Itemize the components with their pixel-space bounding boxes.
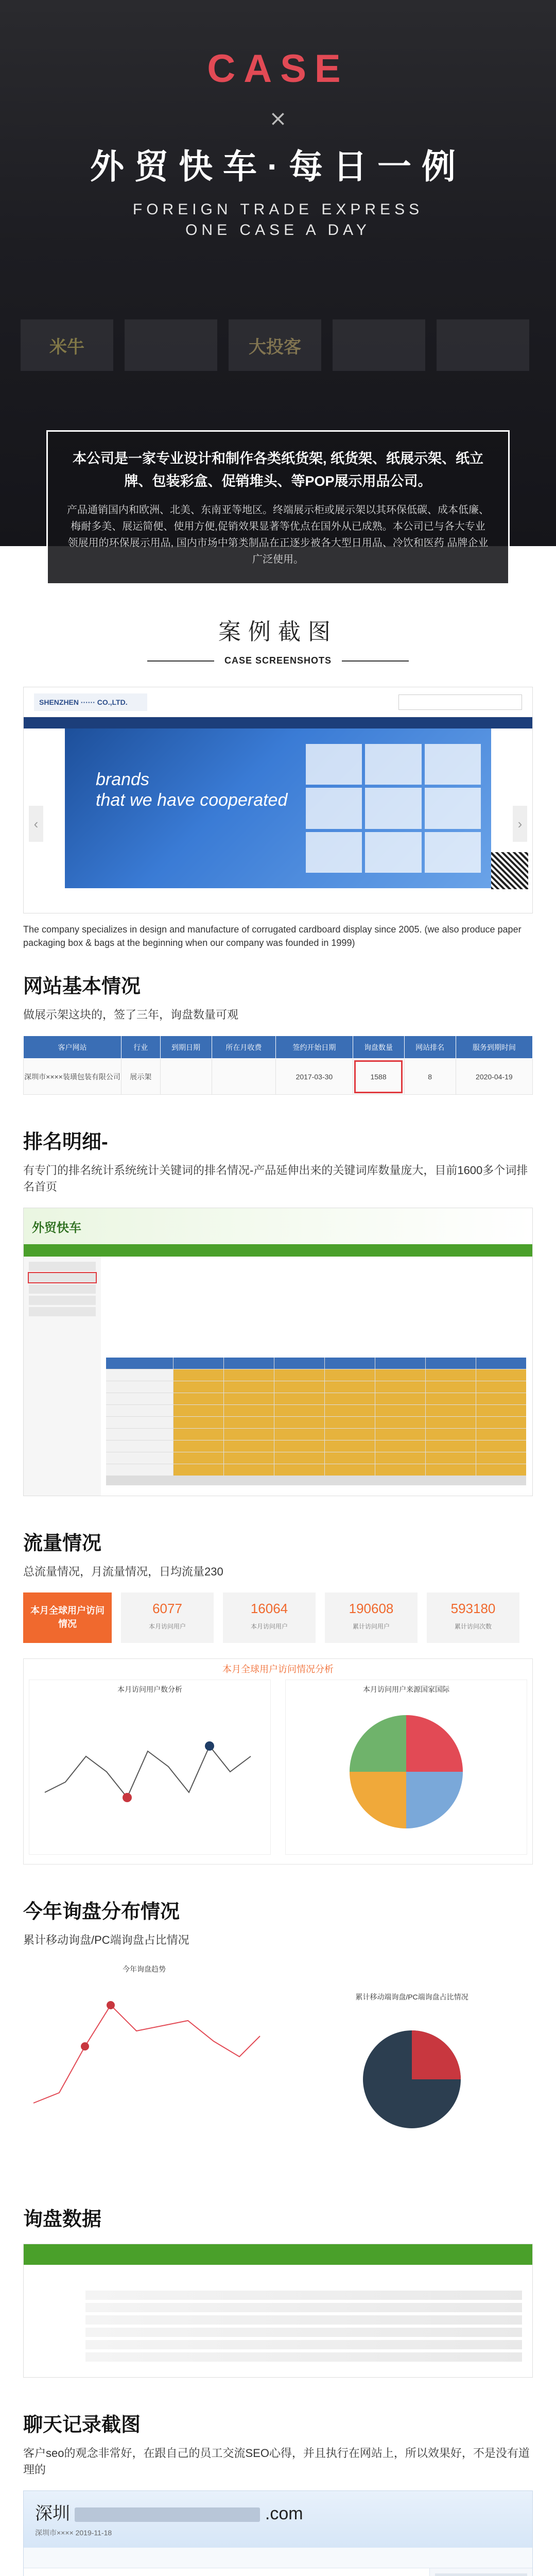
ranking-grid-cell — [375, 1440, 425, 1452]
ranking-grid-cell — [106, 1440, 173, 1452]
highlight-point — [81, 2042, 89, 2050]
line-chart-panel — [29, 1680, 271, 1855]
block-title: 询盘数据 — [23, 2209, 102, 2230]
column-header: 到期日期 — [160, 1036, 212, 1059]
column-header: 询盘数量 — [353, 1036, 404, 1059]
table-row — [85, 2291, 522, 2300]
site-info-block — [23, 970, 533, 1095]
ranking-grid-cell — [375, 1405, 425, 1416]
block-desc: 总流量情况，月流量情况，日均流量230 — [23, 1565, 223, 1578]
pie-slice — [406, 1772, 463, 1828]
stat-label: 本月访问用户 — [148, 1623, 186, 1630]
ranking-grid-cell — [173, 1369, 223, 1381]
brand-tiles — [306, 744, 481, 873]
divider — [147, 660, 214, 662]
ranking-grid-cell — [375, 1381, 425, 1393]
ranking-grid-cell — [224, 1381, 274, 1393]
charts-title: 本月全球用户访问情况分析 — [222, 1664, 334, 1674]
site-header — [24, 687, 532, 717]
ranking-grid-cell — [426, 1464, 476, 1476]
sidebar-item-selected[interactable] — [29, 1273, 96, 1282]
brand-tile — [306, 788, 362, 828]
pie-slice — [412, 2030, 461, 2079]
inquiry-pie-chart — [291, 2002, 533, 2167]
table-header-row — [24, 1036, 533, 1059]
intro-small-text: 产品通销国内和欧洲、北美、东南亚等地区。终端展示柜或展示架以其环保低碳、成本低廉、梅耐多美、展运简便、使用方便,促销效果显著等优点在国外从已成熟。本公司已与各大专业领展用的环保展示用品, 国内市场中第类制品在正逐步被各大型日用品、冷饮和医药 品牌企业广泛使用。 — [67, 504, 489, 565]
chart-title: 本月访问用户数分析 — [117, 1685, 182, 1693]
ranking-grid-cell — [106, 1452, 173, 1464]
traffic-line — [45, 1746, 251, 1798]
ranking-grid-cell — [325, 1405, 375, 1416]
ranking-grid-cell — [325, 1369, 375, 1381]
divider — [342, 660, 409, 662]
ranking-grid-cell — [173, 1464, 223, 1476]
client-logo — [333, 319, 425, 371]
chat-side-panel — [429, 2568, 532, 2576]
ranking-grid-cell — [274, 1369, 324, 1381]
ranking-grid-cell — [325, 1417, 375, 1428]
highlight-point — [107, 2001, 115, 2009]
brand-tile — [425, 832, 481, 873]
brand-tile — [425, 744, 481, 785]
ranking-grid-cell — [375, 1429, 425, 1440]
site-caption: The company specializes in design and manufacture of corrugated cardboard display since 2005. (we also produce paper packaging box & bags at the beginning when our company was founded in 1999) — [23, 924, 522, 948]
traffic-line-chart — [29, 1694, 270, 1849]
intro-bold-text: 本公司是一家专业设计和制作各类纸货架, 纸货架、纸展示架、纸立牌、包装彩盒、促销堆头、等POP展示用品公司。 — [72, 451, 483, 489]
ranking-grid-cell — [476, 1405, 526, 1416]
brand-tile — [306, 832, 362, 873]
ranking-grid-cell — [476, 1358, 526, 1369]
hero-subtitle-line2: ONE CASE A DAY — [185, 222, 371, 239]
ranking-grid-cell — [476, 1464, 526, 1476]
inquiry-line — [33, 2005, 260, 2103]
chat-meta: 深圳市×××× 2019-11-18 — [35, 2529, 112, 2537]
banner-text-line1: brands — [96, 770, 149, 789]
intro-box — [46, 430, 510, 585]
ranking-grid-cell — [224, 1358, 274, 1369]
case-label: CASE — [207, 47, 349, 91]
site-info-table — [23, 1036, 533, 1095]
ranking-grid-cell — [426, 1417, 476, 1428]
ranking-nav-bar — [24, 1244, 532, 1257]
ranking-grid-cell — [426, 1369, 476, 1381]
table-cell: 展示架 — [121, 1059, 161, 1095]
brand-tile — [425, 788, 481, 828]
traffic-first-label: 本月全球用户访问情况 — [23, 1592, 112, 1643]
chart-title: 今年询盘趋势 — [123, 1965, 166, 1973]
banner-text-line2: that we have cooperated — [96, 790, 288, 810]
redacted-name — [75, 2507, 260, 2522]
inquiry-block — [23, 1895, 533, 2182]
ranking-grid-cell — [375, 1393, 425, 1404]
pie-slice — [350, 1772, 406, 1828]
site-logo: SHENZHEN ······ CO.,LTD. — [34, 693, 147, 711]
stat-card — [223, 1592, 316, 1643]
ranking-grid-cell — [476, 1440, 526, 1452]
ranking-grid-cell — [274, 1358, 324, 1369]
ranking-grid-cell — [173, 1417, 223, 1428]
client-logo: 大投客 — [229, 319, 321, 371]
brand-tile — [306, 744, 362, 785]
ranking-grid-cell — [173, 1429, 223, 1440]
brand-tile — [365, 788, 421, 828]
section-title: 案例截图 — [218, 619, 338, 645]
ranking-grid-cell — [426, 1358, 476, 1369]
hero-section — [0, 0, 556, 565]
ranking-grid-cell — [375, 1417, 425, 1428]
stat-card — [325, 1592, 418, 1643]
table-row — [85, 2328, 522, 2337]
stat-value: 190608 — [349, 1601, 394, 1616]
ranking-grid-cell — [476, 1417, 526, 1428]
section-subtitle: CASE SCREENSHOTS — [224, 655, 332, 666]
inquiry-data-header — [24, 2244, 532, 2265]
table-row — [24, 1059, 533, 1095]
inquiry-data-block — [23, 2203, 533, 2378]
side-panel-row — [435, 2573, 527, 2576]
site-banner — [65, 728, 491, 888]
table-cell: 8 — [404, 1059, 456, 1095]
ranking-grid-cell — [106, 1369, 173, 1381]
traffic-block — [23, 1527, 533, 1865]
ranking-grid-cell — [476, 1452, 526, 1464]
ranking-grid-cell — [106, 1393, 173, 1404]
ranking-grid-cell — [325, 1440, 375, 1452]
ranking-logo: 外贸快车 — [32, 1221, 81, 1235]
inquiry-line-panel — [23, 1961, 265, 2177]
ranking-grid-cell — [224, 1369, 274, 1381]
brand-tile — [365, 832, 421, 873]
client-logo-strip — [0, 319, 556, 376]
ranking-grid-cell — [426, 1393, 476, 1404]
block-title: 流量情况 — [23, 1533, 102, 1554]
stat-label: 累计访问用户 — [352, 1623, 390, 1630]
table-cell: 2020-04-19 — [456, 1059, 532, 1095]
ranking-grid-cell — [106, 1381, 173, 1393]
site-search-input[interactable] — [398, 694, 522, 710]
pie-slice — [406, 1715, 463, 1772]
hero-title: 外贸快车·每日一例 — [90, 147, 466, 185]
brand-tile — [365, 744, 421, 785]
stat-label: 累计访问次数 — [454, 1623, 492, 1630]
ranking-grid-cell — [106, 1405, 173, 1416]
chart-title: 累计移动端询盘/PC端询盘占比情况 — [355, 1993, 468, 2001]
chat-contact-name — [35, 2499, 521, 2524]
ranking-grid-cell — [224, 1440, 274, 1452]
ranking-grid-cell — [173, 1452, 223, 1464]
ranking-grid-cell — [173, 1440, 223, 1452]
chat-header — [24, 2491, 532, 2548]
ranking-grid-cell — [375, 1369, 425, 1381]
ranking-grid-cell — [426, 1440, 476, 1452]
ranking-grid-cell — [274, 1429, 324, 1440]
chat-name-prefix: 深圳 — [35, 2504, 70, 2523]
table-row — [85, 2303, 522, 2312]
ranking-grid-cell — [476, 1393, 526, 1404]
ranking-grid-cell — [224, 1417, 274, 1428]
ranking-grid-cell — [325, 1452, 375, 1464]
qr-code-icon — [491, 852, 528, 889]
block-desc: 有专门的排名统计系统统计关键词的排名情况-产品延伸出来的关键词库数量庞大，目前1600多个词排名首页 — [23, 1164, 528, 1193]
stat-label: 本月访问用户 — [250, 1623, 288, 1630]
ranking-grid-cell — [224, 1464, 274, 1476]
chevron-left-icon[interactable]: ‹ — [29, 806, 43, 842]
table-cell — [212, 1059, 276, 1095]
ranking-grid-cell — [274, 1405, 324, 1416]
cross-glyph: × — [269, 106, 287, 131]
ranking-header — [24, 1208, 532, 1244]
stat-card — [427, 1592, 519, 1643]
ranking-sidebar — [24, 1257, 101, 1496]
ranking-grid-cell — [325, 1381, 375, 1393]
pie-slice — [350, 1715, 406, 1772]
chevron-right-icon[interactable]: › — [513, 806, 527, 842]
ranking-grid-cell — [426, 1405, 476, 1416]
ranking-grid-cell — [173, 1393, 223, 1404]
chat-block — [23, 2409, 533, 2576]
inquiry-line-chart — [23, 1974, 265, 2170]
ranking-grid-cell — [426, 1452, 476, 1464]
ranking-grid-cell — [426, 1429, 476, 1440]
table-cell: 深圳市××××装璜包装有限公司 — [24, 1059, 121, 1095]
ranking-grid-cell — [274, 1440, 324, 1452]
ranking-grid-cell — [274, 1464, 324, 1476]
column-header: 客户网站 — [24, 1036, 121, 1059]
ranking-block — [23, 1126, 533, 1496]
ranking-grid-cell — [325, 1464, 375, 1476]
block-title: 今年询盘分布情况 — [23, 1901, 180, 1923]
ranking-grid-cell — [325, 1393, 375, 1404]
ranking-grid-cell — [173, 1381, 223, 1393]
ranking-grid-cell — [375, 1464, 425, 1476]
client-logo — [437, 319, 529, 371]
ranking-grid-cell — [325, 1429, 375, 1440]
block-desc: 客户seo的观念非常好，在跟自己的员工交流SEO心得，并且执行在网站上，所以效果好，不是没有道理的 — [23, 2447, 530, 2476]
ranking-grid — [106, 1358, 526, 1485]
column-header: 网站排名 — [404, 1036, 456, 1059]
table-cell — [160, 1059, 212, 1095]
ranking-grid-cell — [173, 1405, 223, 1416]
stat-value: 16064 — [250, 1601, 288, 1616]
table-row — [85, 2340, 522, 2349]
pie-chart-panel — [285, 1680, 527, 1855]
ranking-grid-cell — [106, 1358, 173, 1369]
traffic-pie-chart — [286, 1694, 527, 1849]
block-title: 排名明细- — [23, 1131, 108, 1153]
section-rule — [0, 655, 556, 666]
ranking-grid-cell — [426, 1381, 476, 1393]
ranking-grid-cell — [375, 1452, 425, 1464]
client-logo — [125, 319, 217, 371]
ranking-grid-cell — [224, 1405, 274, 1416]
chat-messages — [24, 2568, 430, 2576]
ranking-grid-cell — [274, 1452, 324, 1464]
ranking-screenshot — [23, 1208, 533, 1496]
sidebar-item[interactable] — [29, 1262, 96, 1271]
chat-window — [23, 2490, 533, 2576]
traffic-stats — [23, 1592, 533, 1643]
inquiry-data-rows — [85, 2291, 522, 2365]
column-header: 行业 — [121, 1036, 161, 1059]
ranking-grid-cell — [476, 1369, 526, 1381]
ranking-grid-cell — [224, 1393, 274, 1404]
ranking-grid-cell — [476, 1381, 526, 1393]
table-row — [85, 2352, 522, 2362]
column-header: 所在月收费 — [212, 1036, 276, 1059]
ranking-grid-cell — [274, 1381, 324, 1393]
client-site-screenshot — [23, 687, 533, 913]
ranking-grid-cell — [224, 1452, 274, 1464]
table-row — [85, 2315, 522, 2325]
block-title: 聊天记录截图 — [23, 2414, 141, 2436]
table-cell: 2017-03-30 — [276, 1059, 353, 1095]
ranking-grid-cell — [274, 1393, 324, 1404]
inquiry-data-screenshot — [23, 2244, 533, 2378]
site-nav-bar — [24, 717, 532, 728]
ranking-grid-cell — [106, 1464, 173, 1476]
highlight-point — [123, 1793, 132, 1802]
ranking-grid-cell — [325, 1358, 375, 1369]
sidebar-item[interactable] — [29, 1284, 96, 1294]
screenshots-heading — [0, 613, 556, 666]
sidebar-item[interactable] — [29, 1296, 96, 1305]
chat-toolbar[interactable] — [24, 2548, 532, 2568]
column-header: 服务到期时间 — [456, 1036, 532, 1059]
column-header: 签约开始日期 — [276, 1036, 353, 1059]
stat-value: 593180 — [450, 1601, 496, 1616]
highlight-point — [205, 1741, 214, 1751]
ranking-grid-cell — [106, 1429, 173, 1440]
chart-title: 本月访问用户来源国家国际 — [363, 1685, 449, 1693]
block-desc: 累计移动询盘/PC端询盘占比情况 — [23, 1934, 189, 1946]
traffic-charts — [23, 1658, 533, 1865]
inquiry-count-cell: 1588 — [353, 1059, 404, 1095]
ranking-grid-cell — [274, 1417, 324, 1428]
ranking-grid-cell — [224, 1429, 274, 1440]
ranking-grid-cell — [375, 1358, 425, 1369]
chat-name-suffix: .com — [265, 2504, 303, 2523]
block-desc: 做展示架这块的，签了三年，询盘数量可观 — [23, 1008, 239, 1021]
block-title: 网站基本情况 — [23, 976, 141, 997]
ranking-grid-cell — [476, 1429, 526, 1440]
stat-value: 6077 — [152, 1601, 182, 1616]
sidebar-item[interactable] — [29, 1307, 96, 1316]
hero-subtitle-line1: FOREIGN TRADE EXPRESS — [132, 201, 424, 218]
ranking-grid-cell — [106, 1417, 173, 1428]
stat-card — [121, 1592, 214, 1643]
ranking-grid-cell — [173, 1358, 223, 1369]
inquiry-charts — [23, 1961, 533, 2182]
client-logo: 米牛 — [21, 319, 113, 371]
inquiry-pie-panel — [291, 1961, 533, 2177]
